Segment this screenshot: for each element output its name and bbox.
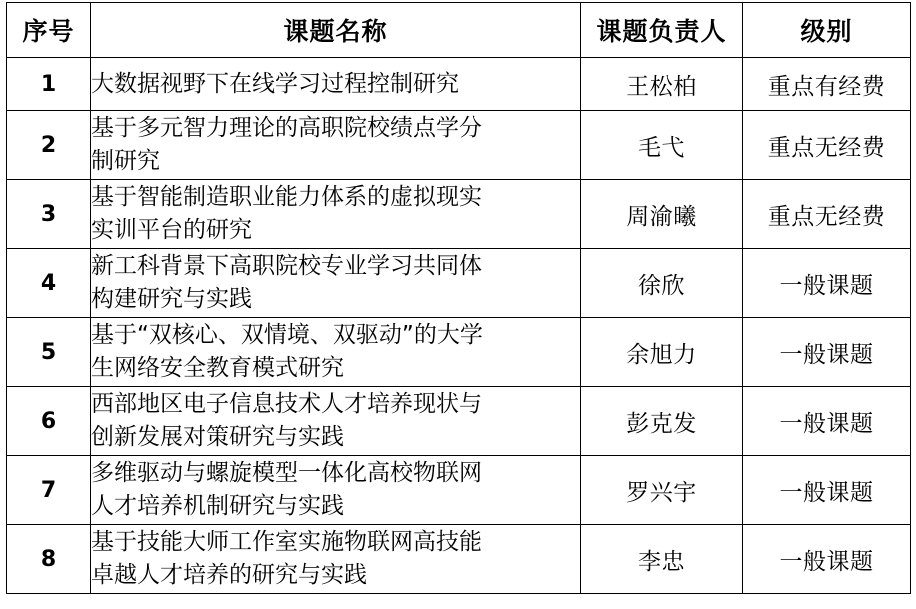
cell-owner: 罗兴宇	[581, 456, 743, 525]
cell-name	[91, 387, 581, 456]
cell-owner: 彭克发	[581, 387, 743, 456]
column-header-index: 序号	[7, 3, 91, 58]
table-header	[7, 3, 911, 58]
cell-name	[91, 58, 581, 111]
cell-level: 一般课题	[743, 456, 911, 525]
cell-name-line: 西部地区电子信息技术人才培养现状与	[91, 391, 482, 418]
cell-name-line: 创新发展对策研究与实践	[91, 424, 344, 450]
cell-name	[91, 456, 581, 525]
cell-owner: 周渝曦	[581, 180, 743, 249]
cell-level: 重点有经费	[743, 58, 911, 111]
cell-name	[91, 180, 581, 249]
topic-table	[6, 2, 911, 594]
cell-level: 重点无经费	[743, 180, 911, 249]
cell-index: 2	[7, 111, 91, 180]
cell-level: 一般课题	[743, 387, 911, 456]
cell-index: 3	[7, 180, 91, 249]
cell-index: 7	[7, 456, 91, 525]
table-row	[7, 58, 911, 111]
cell-name	[91, 111, 581, 180]
cell-name-line: 基于智能制造职业能力体系的虚拟现实	[91, 184, 482, 211]
column-header-level: 级别	[743, 3, 911, 58]
cell-name-line: 基于“双核心、双情境、双驱动”的大学	[91, 322, 483, 349]
cell-name-line: 新工科背景下高职院校专业学习共同体	[91, 253, 482, 280]
cell-owner: 李忠	[581, 525, 743, 594]
cell-name-line: 人才培养机制研究与实践	[91, 493, 344, 519]
cell-owner: 王松柏	[581, 58, 743, 111]
table-header-row	[7, 3, 911, 58]
table-row	[7, 249, 911, 318]
table-body	[7, 58, 911, 594]
cell-index: 6	[7, 387, 91, 456]
table-row	[7, 456, 911, 525]
cell-owner: 徐欣	[581, 249, 743, 318]
column-header-name: 课题名称	[91, 3, 581, 58]
table-row	[7, 318, 911, 387]
cell-name	[91, 525, 581, 594]
cell-name-line: 制研究	[91, 148, 160, 174]
cell-owner: 毛弋	[581, 111, 743, 180]
cell-owner: 余旭力	[581, 318, 743, 387]
table-row	[7, 525, 911, 594]
table-row	[7, 111, 911, 180]
cell-name-line: 大数据视野下在线学习过程控制研究	[91, 70, 459, 97]
cell-name-line: 生网络安全教育模式研究	[91, 355, 344, 381]
cell-index: 5	[7, 318, 91, 387]
cell-level: 一般课题	[743, 249, 911, 318]
cell-name	[91, 318, 581, 387]
cell-name-line: 实训平台的研究	[91, 217, 252, 243]
column-header-owner: 课题负责人	[581, 3, 743, 58]
cell-index: 1	[7, 58, 91, 111]
cell-level: 重点无经费	[743, 111, 911, 180]
cell-level: 一般课题	[743, 318, 911, 387]
cell-name-line: 基于技能大师工作室实施物联网高技能	[91, 529, 482, 556]
cell-name-line: 多维驱动与螺旋模型一体化高校物联网	[91, 460, 482, 487]
cell-name-line: 构建研究与实践	[91, 286, 252, 312]
table-row	[7, 180, 911, 249]
cell-level: 一般课题	[743, 525, 911, 594]
cell-name-line: 卓越人才培养的研究与实践	[91, 562, 367, 588]
cell-index: 8	[7, 525, 91, 594]
table-row	[7, 387, 911, 456]
document-page	[0, 2, 916, 609]
cell-name-line: 基于多元智力理论的高职院校绩点学分	[91, 115, 482, 142]
cell-name	[91, 249, 581, 318]
cell-index: 4	[7, 249, 91, 318]
